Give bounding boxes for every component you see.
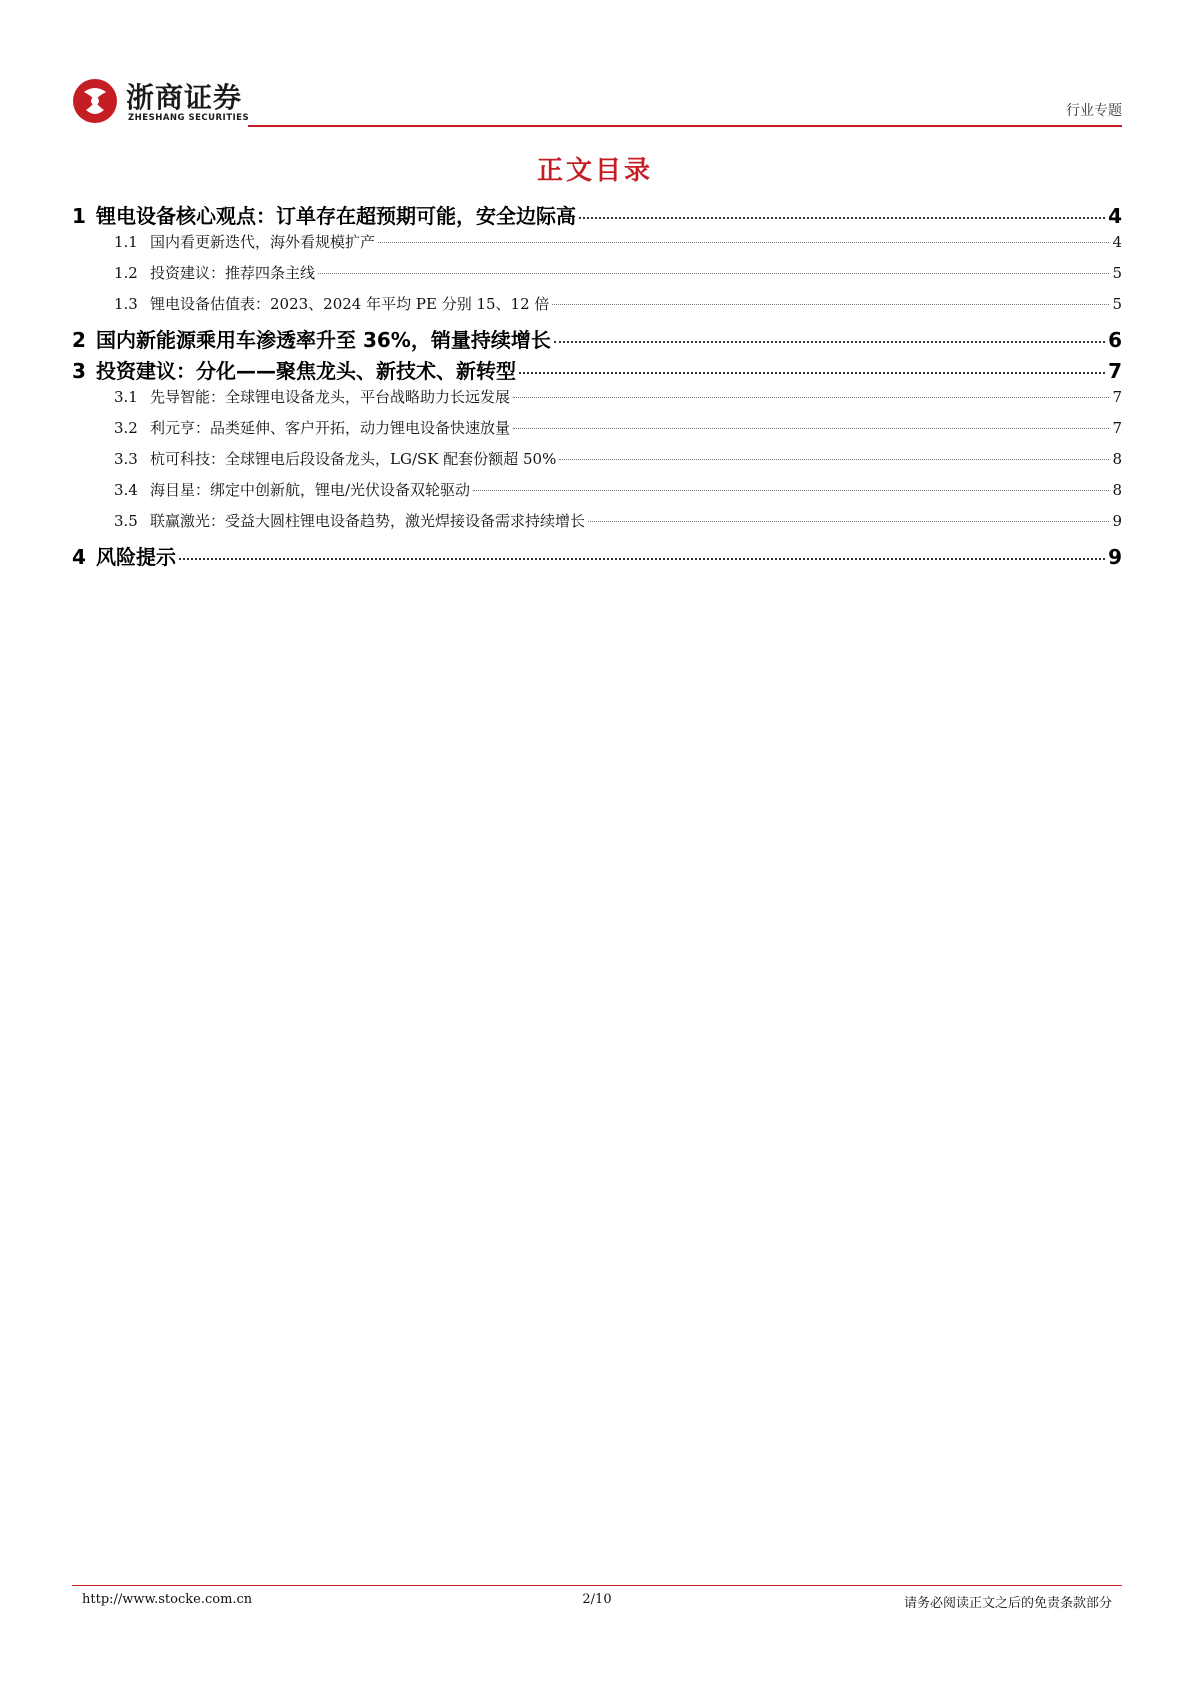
toc-leader-dots: [554, 341, 1105, 343]
toc-entry[interactable]: [72, 355, 1122, 386]
toc-leader-dots: [559, 459, 1109, 460]
toc-entry-number: 1.2: [114, 264, 138, 282]
toc-entry[interactable]: [72, 231, 1122, 262]
toc-entry[interactable]: [72, 262, 1122, 293]
toc-entry-page: 5: [1112, 295, 1122, 313]
toc-leader-dots: [513, 397, 1109, 398]
page-number: 2/10: [582, 1592, 612, 1607]
toc-entry-page: 7: [1108, 359, 1122, 383]
toc-entry[interactable]: [72, 510, 1122, 541]
toc-entry-page: 9: [1108, 545, 1122, 569]
toc-entry-number: 1: [72, 204, 86, 228]
toc-leader-dots: [552, 304, 1109, 305]
toc-entry-page: 6: [1108, 328, 1122, 352]
toc-entry-label: 利元亨：品类延伸、客户开拓，动力锂电设备快速放量: [150, 419, 511, 437]
toc-leader-dots: [579, 217, 1105, 219]
toc-leader-dots: [318, 273, 1109, 274]
toc-entry-label: 先导智能：全球锂电设备龙头，平台战略助力长远发展: [150, 388, 511, 406]
toc-entry-number: 1.3: [114, 295, 138, 313]
toc-entry[interactable]: [72, 386, 1122, 417]
footer-url-link[interactable]: http://www.stocke.com.cn: [82, 1592, 253, 1607]
toc-entry-number: 3.4: [114, 481, 138, 499]
footer-divider: [72, 1585, 1122, 1586]
toc-entry-number: 3.1: [114, 388, 138, 406]
toc-entry-label: 海目星：绑定中创新航，锂电/光伏设备双轮驱动: [150, 481, 471, 499]
toc-entry[interactable]: [72, 479, 1122, 510]
toc-entry-label: 国内看更新迭代，海外看规模扩产: [150, 233, 376, 251]
toc-entry-page: 7: [1112, 419, 1122, 437]
toc-entry[interactable]: [72, 448, 1122, 479]
toc-entry-number: 3.5: [114, 512, 138, 530]
toc-entry-number: 3: [72, 359, 86, 383]
zheshang-logo-icon: [72, 78, 118, 124]
toc-entry-label: 杭可科技：全球锂电后段设备龙头，LG/SK 配套份额超 50%: [150, 450, 557, 468]
toc-entry[interactable]: [72, 293, 1122, 324]
toc-entry-page: 5: [1112, 264, 1122, 282]
toc-leader-dots: [588, 521, 1109, 522]
toc-entry-number: 3.3: [114, 450, 138, 468]
toc-entry-page: 8: [1112, 481, 1122, 499]
toc-leader-dots: [513, 428, 1109, 429]
disclaimer-note: 请务必阅读正文之后的免责条款部分: [903, 1596, 1112, 1611]
logo-subtitle: ZHESHANG SECURITIES: [128, 113, 250, 123]
toc-leader-dots: [378, 242, 1109, 243]
toc-entry-label: 国内新能源乘用车渗透率升至 36%，销量持续增长: [96, 328, 551, 352]
logo-text: 浙商证券: [126, 81, 243, 114]
toc-entry-page: 4: [1108, 204, 1122, 228]
toc-entry-page: 7: [1112, 388, 1122, 406]
toc-entry-page: 8: [1112, 450, 1122, 468]
toc-leader-dots: [519, 372, 1105, 374]
header-divider: [248, 125, 1122, 127]
toc-title: 正文目录: [536, 156, 653, 186]
toc-leader-dots: [179, 558, 1105, 560]
toc-entry-page: 4: [1112, 233, 1122, 251]
toc-entry-number: 1.1: [114, 233, 138, 251]
toc-entry-label: 联赢激光：受益大圆柱锂电设备趋势，激光焊接设备需求持续增长: [150, 512, 586, 530]
toc-entry-label: 锂电设备估值表：2023、2024 年平均 PE 分别 15、12 倍: [150, 295, 550, 313]
toc-entry-page: 9: [1112, 512, 1122, 530]
toc-entry-label: 锂电设备核心观点：订单存在超预期可能，安全边际高: [96, 204, 576, 228]
toc-entry[interactable]: [72, 200, 1122, 231]
report-category: 行业专题: [1066, 103, 1122, 119]
toc-entry-number: 2: [72, 328, 86, 352]
table-of-contents: [72, 200, 1122, 572]
toc-entry-number: 4: [72, 545, 86, 569]
page-footer: [72, 1585, 1122, 1616]
toc-leader-dots: [473, 490, 1109, 491]
toc-entry-label: 投资建议：推荐四条主线: [150, 264, 316, 282]
toc-entry-label: 投资建议：分化——聚焦龙头、新技术、新转型: [96, 359, 516, 383]
toc-entry[interactable]: [72, 324, 1122, 355]
toc-entry[interactable]: [72, 417, 1122, 448]
toc-entry-label: 风险提示: [96, 545, 176, 569]
page-header: [72, 70, 1122, 130]
toc-entry-number: 3.2: [114, 419, 138, 437]
toc-entry[interactable]: [72, 541, 1122, 572]
